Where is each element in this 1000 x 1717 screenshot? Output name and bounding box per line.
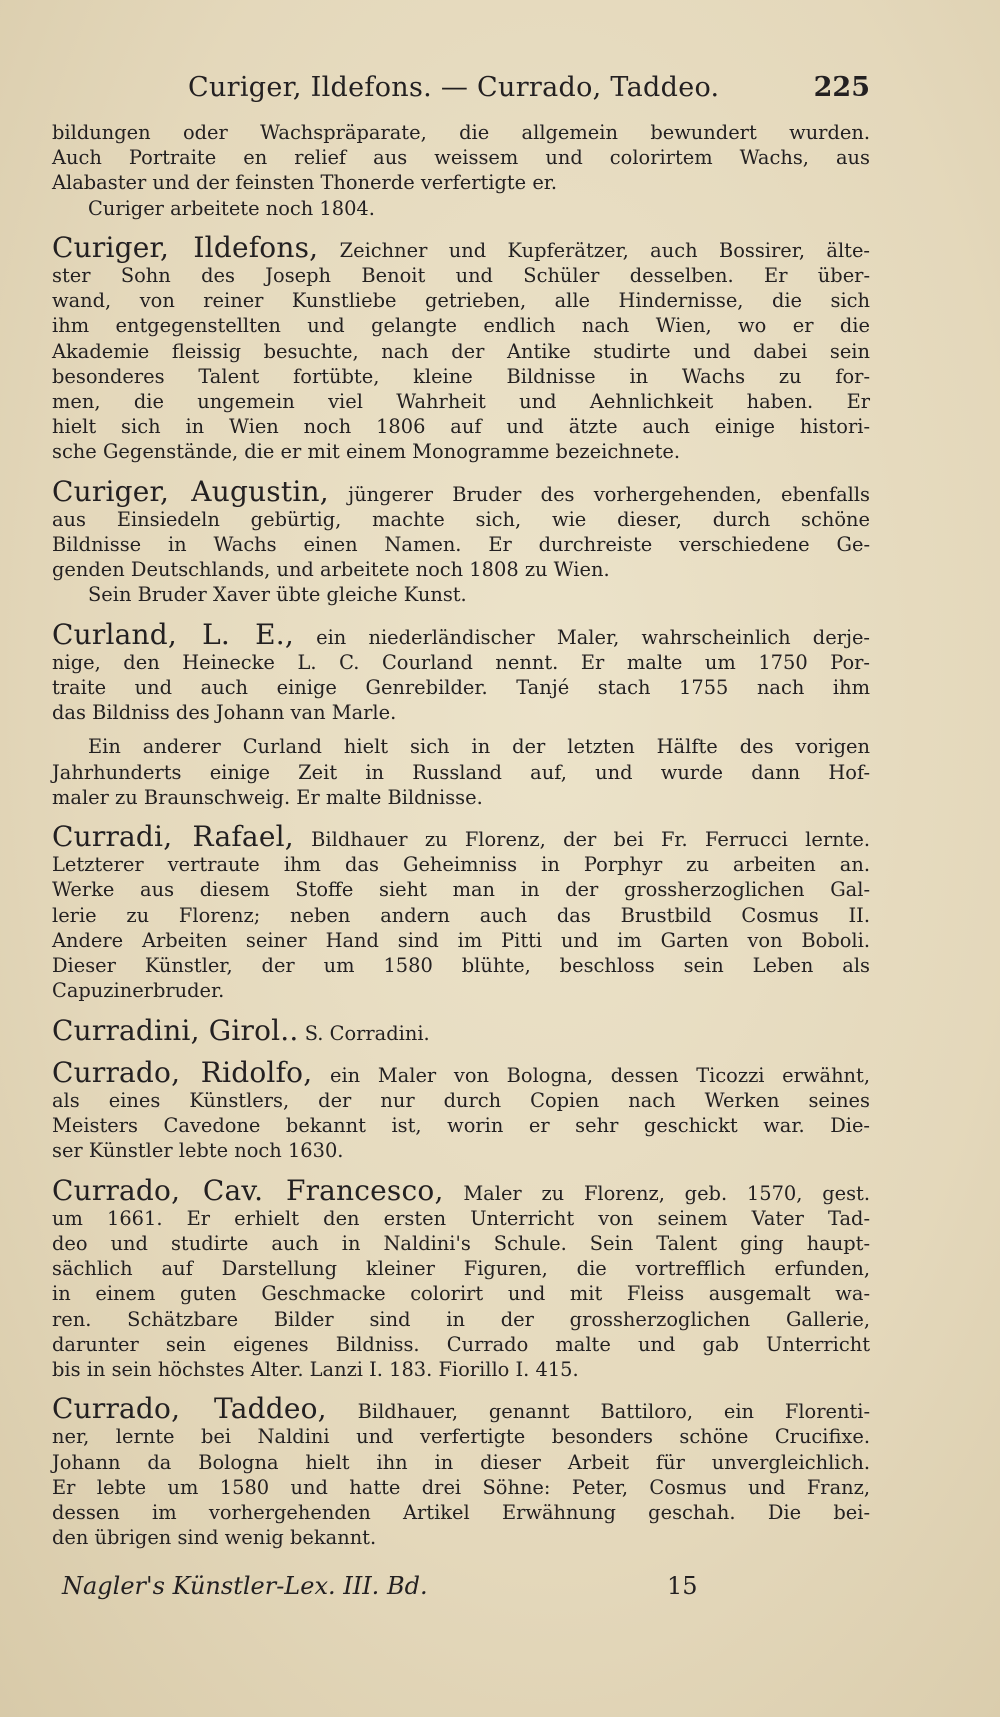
text-line: jüngerer Bruder des vorhergehenden, ebenfalls xyxy=(348,482,870,506)
text-line: in einem guten Geschmacke colorirt und mit Fleiss ausgemalt wa- xyxy=(52,1282,870,1306)
text-line: Andere Arbeiten seiner Hand sind im Pitti und im Garten von Boboli. xyxy=(52,928,870,952)
text-line: Jahrhunderts einige Zeit in Russland auf, und wurde dann Hof- xyxy=(52,760,870,784)
text-line: Bildhauer zu Florenz, der bei Fr. Ferrucci lernte. xyxy=(311,828,871,852)
page-number: 225 xyxy=(813,72,870,103)
text-line: deo und studirte auch in Naldini's Schule. Sein Talent ging haupt- xyxy=(52,1231,870,1255)
entry-curland xyxy=(52,617,870,810)
text-line: Akademie fleissig besuchte, nach der Antike studirte und dabei sein xyxy=(52,339,870,363)
entry-heading: Currado, Cav. Francesco, xyxy=(52,1173,444,1207)
text-line: ser Künstler lebte noch 1630. xyxy=(52,1139,344,1163)
entry-currado-taddeo xyxy=(52,1392,871,1550)
text-line: men, die ungemein viel Wahrheit und Aehnlichkeit haben. Er xyxy=(52,390,870,414)
text-line: Meisters Cavedone bekannt ist, worin er sehr geschickt war. Die- xyxy=(52,1114,870,1138)
entry-heading: Curradi, Rafael, xyxy=(52,820,294,854)
text-line: darunter sein eigenes Bildniss. Currado malte und gab Unterricht xyxy=(52,1332,870,1356)
text-line: lerie zu Florenz; neben andern auch das Brustbild Cosmus II. xyxy=(52,903,870,927)
entry-curradi-rafael xyxy=(52,820,871,1003)
text-line: Zeichner und Kupferätzer, auch Bossirer, älte- xyxy=(339,238,870,262)
text-line: Maler zu Florenz, geb. 1570, gest. xyxy=(463,1181,870,1205)
entry-curiger-ildefons xyxy=(52,230,870,465)
text-line: Auch Portraite en relief aus weissem und colorirtem Wachs, aus xyxy=(52,146,870,170)
text-line: Alabaster und der feinsten Thonerde verfertigte er. xyxy=(52,171,558,195)
page-body xyxy=(52,120,870,1550)
text-line: Bildnisse in Wachs einen Namen. Er durchreiste verschiedene Ge- xyxy=(52,533,870,557)
text-line: bis in sein höchstes Alter. Lanzi I. 183. Fiorillo I. 415. xyxy=(52,1357,579,1381)
text-line: aus Einsiedeln gebürtig, machte sich, wie dieser, durch schöne xyxy=(52,507,870,531)
text-line: traite und auch einige Genrebilder. Tanjé stach 1755 nach ihm xyxy=(52,676,870,700)
text-line: um 1661. Er erhielt den ersten Unterricht von seinem Vater Tad- xyxy=(52,1206,870,1230)
text-line: maler zu Braunschweig. Er malte Bildnisse. xyxy=(52,785,483,809)
text-line: Bildhauer, genannt Battiloro, ein Florenti- xyxy=(357,1400,871,1424)
text-line: ner, lernte bei Naldini und verfertigte besonders schöne Crucifixe. xyxy=(52,1425,870,1449)
entry-curradini xyxy=(52,1013,870,1047)
text-line: dessen im vorhergehenden Artikel Erwähnung geschah. Die bei- xyxy=(52,1500,870,1524)
text-line: ihm entgegenstellten und gelangte endlich nach Wien, wo er die xyxy=(52,314,870,338)
text-line: den übrigen sind wenig bekannt. xyxy=(52,1526,377,1550)
entry-heading: Curiger, Ildefons, xyxy=(52,230,319,264)
text-line: das Bildniss des Johann van Marle. xyxy=(52,701,397,725)
text-line: besonderes Talent fortübte, kleine Bildnisse in Wachs zu for- xyxy=(52,364,870,388)
text-line: Ein anderer Curland hielt sich in der letzten Hälfte des vorigen xyxy=(88,735,870,759)
text-line: ster Sohn des Joseph Benoit und Schüler desselben. Er über- xyxy=(52,264,870,288)
text-line: sche Gegenstände, die er mit einem Monogramme bezeichnete. xyxy=(52,440,681,464)
page-footer xyxy=(62,1572,702,1612)
text-line: bildungen oder Wachspräparate, die allgemein bewundert wurden. xyxy=(52,121,870,144)
entry-curiger-augustin xyxy=(52,474,870,608)
entry-heading: Curradini, Girol.. xyxy=(52,1013,299,1047)
text-line: ren. Schätzbare Bilder sind in der grossherzoglichen Gallerie, xyxy=(52,1307,870,1331)
text-line: Capuzinerbruder. xyxy=(52,979,225,1003)
text-line: nige, den Heinecke L. C. Courland nennt. Er malte um 1750 Por- xyxy=(52,650,870,674)
text-line: Johann da Bologna hielt ihn in dieser Arbeit für unvergleichlich. xyxy=(52,1450,870,1474)
entry-heading: Curiger, Augustin, xyxy=(52,474,329,508)
text-line: Werke aus diesem Stoffe sieht man in der grossherzoglichen Gal- xyxy=(52,878,870,902)
text-line: als eines Künstlers, der nur durch Copien nach Werken seines xyxy=(52,1088,870,1112)
continuation-paragraph xyxy=(52,120,870,221)
text-line: Er lebte um 1580 und hatte drei Söhne: Peter, Cosmus und Franz, xyxy=(52,1475,870,1499)
running-title: Curiger, Ildefons. — Currado, Taddeo. xyxy=(188,72,720,103)
text-line: Dieser Künstler, der um 1580 blühte, beschloss sein Leben als xyxy=(52,954,870,978)
text-line: ein Maler von Bologna, dessen Ticozzi erwähnt, xyxy=(330,1063,871,1087)
text-line: ein niederländischer Maler, wahrscheinlich derje- xyxy=(316,625,870,649)
text-line: Letzterer vertraute ihm das Geheimniss in Porphyr zu arbeiten an. xyxy=(52,853,870,877)
page-header xyxy=(188,72,870,116)
entry-currado-francesco xyxy=(52,1173,870,1383)
signature-mark: Nagler's Künstler-Lex. III. Bd. xyxy=(62,1572,428,1600)
sheet-number: 15 xyxy=(667,1572,698,1600)
sub-paragraph xyxy=(52,734,870,810)
entry-heading: Currado, Ridolfo, xyxy=(52,1055,313,1089)
text-line: hielt sich in Wien noch 1806 auf und ätzte auch einige histori- xyxy=(52,415,870,439)
text-line: S. Corradini. xyxy=(304,1021,430,1045)
text-line: sächlich auf Darstellung kleiner Figuren, die vortrefflich erfunden, xyxy=(52,1257,870,1281)
text-line: genden Deutschlands, und arbeitete noch 1808 zu Wien. xyxy=(52,558,610,582)
text-line: wand, von reiner Kunstliebe getrieben, alle Hindernisse, die sich xyxy=(52,289,870,313)
entry-heading: Curland, L. E., xyxy=(52,617,294,651)
text-line: Curiger arbeitete noch 1804. xyxy=(88,196,375,220)
text-line: Sein Bruder Xaver übte gleiche Kunst. xyxy=(88,583,467,607)
entry-heading: Currado, Taddeo, xyxy=(52,1392,327,1426)
entry-currado-ridolfo xyxy=(52,1055,871,1164)
